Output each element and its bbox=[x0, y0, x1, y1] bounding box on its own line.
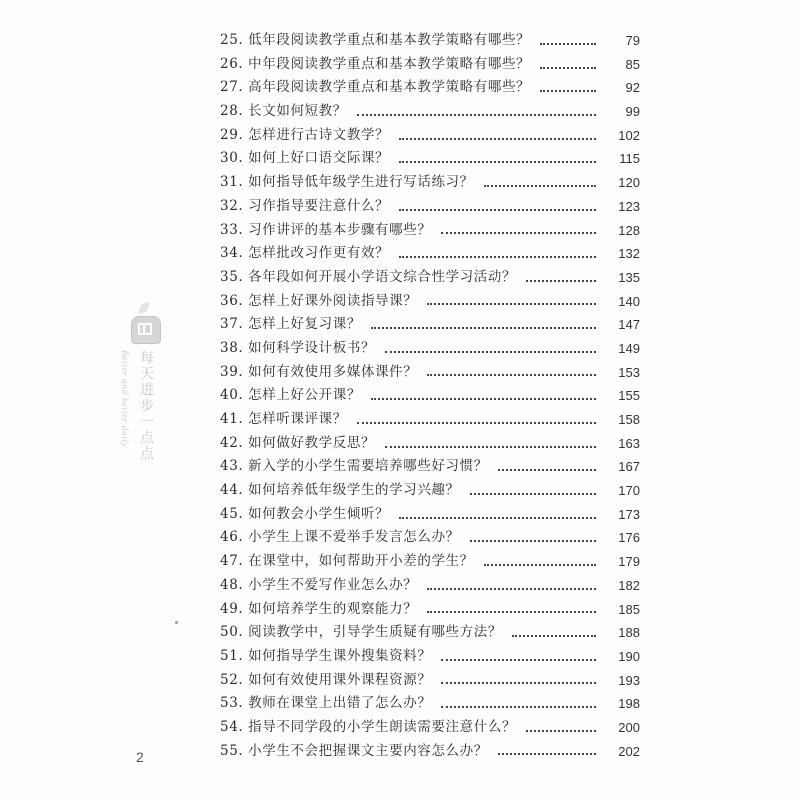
toc-entry bbox=[220, 171, 640, 195]
dot-leader bbox=[540, 65, 596, 69]
dot-leader bbox=[441, 680, 596, 684]
toc-entry-page: 149 bbox=[618, 340, 640, 356]
toc-entry-page: 79 bbox=[625, 33, 640, 48]
dot-leader bbox=[427, 301, 596, 305]
toc-entry-title: 26. 中年段阅读教学重点和基本教学策略有哪些？ bbox=[220, 55, 531, 72]
toc-entry bbox=[220, 669, 640, 693]
dot-leader bbox=[399, 515, 596, 519]
toc-entry-page: 92 bbox=[625, 80, 640, 96]
toc-entry-title: 48. 小学生不爱写作业怎么办？ bbox=[220, 576, 418, 593]
dot-leader bbox=[441, 230, 596, 234]
toc-entry-title: 34. 怎样批改习作更有效？ bbox=[220, 245, 390, 262]
dot-leader bbox=[427, 609, 596, 613]
series-logo-icon bbox=[131, 316, 161, 344]
toc-entry-title: 45. 如何教会小学生倾听？ bbox=[220, 505, 390, 522]
toc-entry-page: 155 bbox=[618, 388, 640, 404]
dot-leader bbox=[357, 112, 596, 116]
toc-entry-title: 37. 怎样上好复习课？ bbox=[220, 316, 361, 333]
toc-entry-title: 42. 如何做好教学反思？ bbox=[220, 434, 376, 451]
series-title: 每天进步一点点 bbox=[138, 350, 154, 462]
toc-entry bbox=[220, 503, 640, 527]
toc-entry bbox=[220, 526, 640, 550]
toc-entry bbox=[220, 692, 640, 716]
toc-entry-page: 185 bbox=[618, 601, 640, 617]
toc-entry-page: 167 bbox=[618, 459, 640, 475]
dot-leader bbox=[526, 728, 596, 732]
table-of-contents bbox=[220, 29, 640, 763]
toc-entry-page: 176 bbox=[618, 530, 640, 546]
dot-leader bbox=[526, 278, 596, 282]
dot-leader bbox=[399, 207, 596, 211]
toc-entry-page: 123 bbox=[618, 198, 640, 214]
toc-entry bbox=[220, 716, 640, 740]
toc-entry-page: 202 bbox=[618, 743, 640, 759]
toc-entry bbox=[220, 740, 640, 764]
toc-entry bbox=[220, 598, 640, 622]
toc-entry-page: 163 bbox=[618, 435, 640, 451]
dot-leader bbox=[399, 136, 596, 140]
toc-entry bbox=[220, 100, 640, 124]
toc-entry-page: 102 bbox=[618, 127, 640, 143]
toc-entry-page: 153 bbox=[618, 364, 640, 380]
toc-entry bbox=[220, 479, 640, 503]
dot-leader bbox=[484, 562, 596, 566]
toc-entry bbox=[220, 313, 640, 337]
toc-entry-page: 128 bbox=[618, 222, 640, 238]
toc-entry bbox=[220, 645, 640, 669]
toc-entry-title: 30. 如何上好口语交际课？ bbox=[220, 150, 390, 167]
toc-entry bbox=[220, 290, 640, 314]
toc-entry-title: 31. 如何指导低年级学生进行写话练习？ bbox=[220, 174, 474, 191]
toc-entry-page: 132 bbox=[618, 246, 640, 262]
dot-leader bbox=[427, 372, 596, 376]
toc-entry-title: 53. 教师在课堂上出错了怎么办？ bbox=[220, 695, 432, 712]
toc-entry-page: 99 bbox=[625, 104, 640, 120]
toc-entry bbox=[220, 124, 640, 148]
toc-entry-page: 190 bbox=[618, 648, 640, 664]
toc-entry-page: 198 bbox=[618, 696, 640, 712]
toc-entry-title: 32. 习作指导要注意什么？ bbox=[220, 197, 390, 214]
toc-entry-title: 40. 怎样上好公开课？ bbox=[220, 387, 361, 404]
toc-entry bbox=[220, 195, 640, 219]
toc-entry-title: 54. 指导不同学段的小学生朗读需要注意什么？ bbox=[220, 718, 517, 735]
toc-entry bbox=[220, 550, 640, 574]
toc-entry-title: 35. 各年段如何开展小学语文综合性学习活动？ bbox=[220, 268, 517, 285]
toc-entry-title: 49. 如何培养学生的观察能力？ bbox=[220, 600, 418, 617]
print-speck bbox=[175, 621, 178, 624]
toc-entry-title: 25. 低年段阅读教学重点和基本教学策略有哪些？ bbox=[220, 32, 531, 48]
dot-leader bbox=[470, 538, 596, 542]
dot-leader bbox=[385, 444, 596, 448]
toc-entry bbox=[220, 621, 640, 645]
toc-entry-page: 120 bbox=[618, 175, 640, 191]
toc-entry-title: 51. 如何指导学生课外搜集资料？ bbox=[220, 647, 432, 664]
toc-entry-page: 140 bbox=[618, 293, 640, 309]
toc-entry-title: 41. 怎样听课评课？ bbox=[220, 411, 347, 427]
dot-leader bbox=[357, 420, 596, 424]
toc-entry-title: 38. 如何科学设计板书？ bbox=[220, 339, 376, 356]
toc-entry-title: 44. 如何培养低年级学生的学习兴趣？ bbox=[220, 482, 460, 499]
toc-entry-page: 173 bbox=[618, 506, 640, 522]
toc-entry-title: 29. 怎样进行古诗文教学？ bbox=[220, 126, 390, 143]
toc-entry bbox=[220, 384, 640, 408]
toc-entry-page: 158 bbox=[618, 412, 640, 427]
toc-entry-page: 193 bbox=[618, 672, 640, 688]
toc-entry-title: 28. 长文如何短教？ bbox=[220, 103, 347, 120]
toc-entry-page: 182 bbox=[618, 577, 640, 593]
toc-entry-page: 179 bbox=[618, 554, 640, 570]
toc-entry-title: 55. 小学生不会把握课文主要内容怎么办？ bbox=[220, 742, 488, 759]
dot-leader bbox=[512, 633, 596, 637]
toc-entry-title: 33. 习作讲评的基本步骤有哪些？ bbox=[220, 221, 432, 238]
dot-leader bbox=[498, 467, 596, 471]
toc-entry-page: 135 bbox=[618, 269, 640, 285]
toc-entry bbox=[220, 574, 640, 598]
toc-entry bbox=[220, 53, 640, 77]
dot-leader bbox=[470, 491, 596, 495]
dot-leader bbox=[441, 704, 596, 708]
toc-entry-page: 147 bbox=[618, 317, 640, 333]
dot-leader bbox=[399, 254, 596, 258]
toc-entry-page: 85 bbox=[625, 56, 640, 72]
toc-entry bbox=[220, 408, 640, 432]
toc-entry-title: 47. 在课堂中，如何帮助开小差的学生？ bbox=[220, 553, 474, 570]
toc-entry bbox=[220, 76, 640, 100]
page-number: 2 bbox=[136, 749, 144, 765]
dot-leader bbox=[540, 41, 596, 45]
dot-leader bbox=[484, 183, 596, 187]
toc-entry-title: 50. 阅读教学中，引导学生质疑有哪些方法？ bbox=[220, 624, 502, 641]
toc-entry bbox=[220, 266, 640, 290]
toc-entry-page: 200 bbox=[618, 719, 640, 735]
dot-leader bbox=[441, 657, 596, 661]
toc-entry-page: 170 bbox=[618, 483, 640, 499]
dot-leader bbox=[498, 751, 596, 755]
dot-leader bbox=[399, 159, 596, 163]
toc-entry bbox=[220, 242, 640, 266]
toc-entry bbox=[220, 147, 640, 171]
dot-leader bbox=[371, 325, 596, 329]
toc-entry bbox=[220, 337, 640, 361]
series-subtitle: Better and better daily bbox=[119, 350, 129, 448]
toc-entry-title: 52. 如何有效使用课外课程资源？ bbox=[220, 671, 432, 688]
toc-entry bbox=[220, 432, 640, 456]
toc-entry-page: 188 bbox=[618, 625, 640, 641]
toc-entry bbox=[220, 29, 640, 53]
dot-leader bbox=[371, 396, 596, 400]
toc-entry bbox=[220, 219, 640, 243]
dot-leader bbox=[427, 586, 596, 590]
toc-entry-title: 27. 高年段阅读教学重点和基本教学策略有哪些？ bbox=[220, 79, 531, 96]
toc-entry-page: 115 bbox=[619, 151, 640, 167]
toc-entry-title: 46. 小学生上课不爱举手发言怎么办？ bbox=[220, 529, 460, 546]
toc-entry bbox=[220, 455, 640, 479]
toc-entry bbox=[220, 361, 640, 385]
dot-leader bbox=[540, 88, 596, 92]
toc-entry-title: 39. 如何有效使用多媒体课件？ bbox=[220, 363, 418, 380]
toc-entry-title: 43. 新入学的小学生需要培养哪些好习惯？ bbox=[220, 458, 488, 475]
leaf-decoration-icon bbox=[139, 302, 149, 314]
toc-entry-title: 36. 怎样上好课外阅读指导课？ bbox=[220, 292, 418, 309]
dot-leader bbox=[385, 349, 596, 353]
